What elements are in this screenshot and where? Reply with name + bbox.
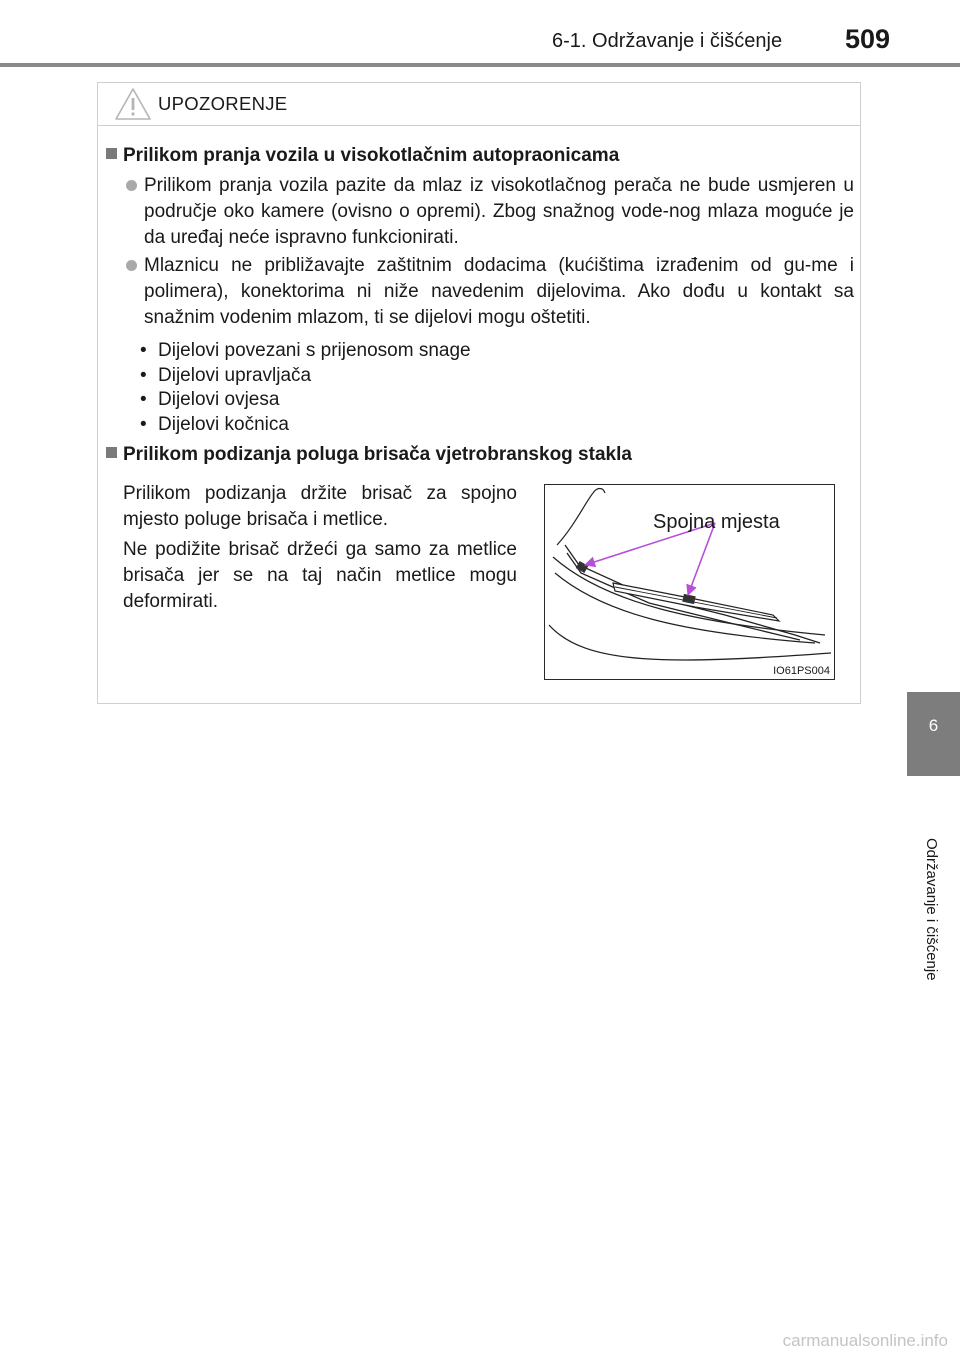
- wiper-paragraph: Prilikom podizanja držite brisač za spojno mjesto poluge brisača i metlice.: [123, 483, 517, 530]
- bullet-dot-icon: [126, 180, 137, 191]
- bullet-dot-icon: [126, 260, 137, 271]
- bullet-text: Prilikom pranja vozila pazite da mlaz iz visokotlačnog perača ne bude usmjeren u područje oko kamere (ovisno o opremi). Zbog snažnog vode-nog mlaza moguće je da uređaj neće ispravno funkcionirati.: [144, 175, 854, 248]
- wiper-illustration: [544, 484, 835, 680]
- list-item: • Dijelovi kočnica: [140, 413, 471, 438]
- watermark: carmanualsonline.info: [782, 1331, 948, 1350]
- section-heading-text: Prilikom podizanja poluga brisača vjetrobranskog stakla: [123, 444, 632, 465]
- chapter-tab-number: 6: [928, 716, 939, 735]
- list-item: • Dijelovi povezani s prijenosom snage: [140, 339, 471, 364]
- list-item: • Dijelovi upravljača: [140, 364, 471, 389]
- header-divider: [0, 63, 960, 67]
- square-bullet-icon: [106, 148, 117, 159]
- list-item: [126, 253, 854, 331]
- page-number: 509: [845, 24, 891, 54]
- chapter-title: 6-1. Održavanje i čišćenje: [552, 30, 783, 52]
- wiper-paragraph: Ne podižite brisač držeći ga samo za metlice brisača jer se na taj način metlice mogu deformirati.: [123, 539, 517, 612]
- list-item: [126, 173, 854, 251]
- warning-box: [97, 82, 861, 704]
- square-bullet-icon: [106, 447, 117, 458]
- warning-triangle-icon: [114, 87, 152, 126]
- section-heading-wiper: [106, 444, 632, 466]
- bullet-text: Mlaznicu ne približavajte zaštitnim dodacima (kućištima izrađenim od gu-me i polimera), konektorima ni niže navedenim dijelovima. Ako dođu u kontakt sa snažnim vodenim mlazom, ti se dijelovi mogu oštetiti.: [144, 255, 854, 328]
- section-heading-pressure-wash: [106, 145, 619, 167]
- figure-code: IO61PS004: [773, 665, 830, 677]
- list-item: • Dijelovi ovjesa: [140, 388, 471, 413]
- section-heading-text: Prilikom pranja vozila u visokotlačnim autopraonicama: [123, 145, 620, 166]
- figure-label: Spojna mjesta: [653, 511, 780, 533]
- chapter-tab-label: Održavanje i čišćenje: [923, 838, 940, 981]
- parts-list: [140, 339, 471, 438]
- warning-title: UPOZORENJE: [158, 93, 288, 114]
- chapter-tab[interactable]: [907, 692, 960, 776]
- warning-header: [98, 83, 860, 126]
